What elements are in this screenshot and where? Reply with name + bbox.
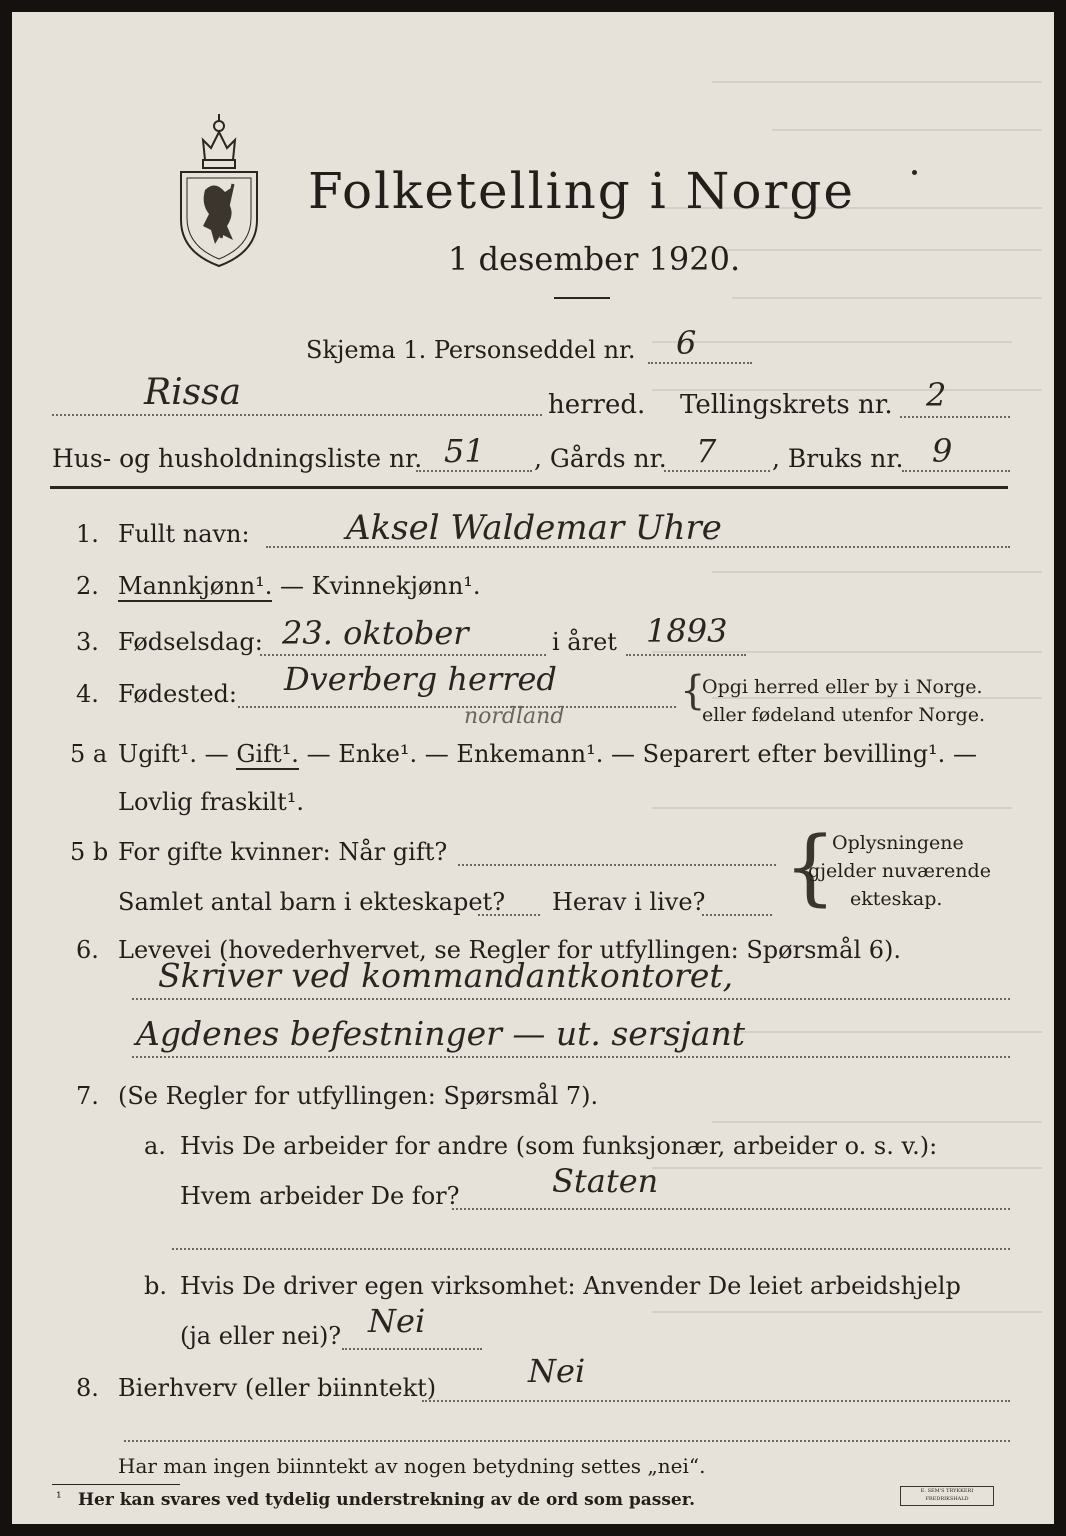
- q7b-yesno-label: (ja eller nei)?: [180, 1322, 342, 1350]
- q7-label: (Se Regler for utfyllingen: Spørsmål 7).: [118, 1082, 599, 1110]
- header-divider: [50, 486, 1008, 489]
- husliste-line[interactable]: [416, 470, 532, 472]
- q5a-number: 5 a: [70, 740, 108, 768]
- herred-value[interactable]: Rissa: [144, 372, 242, 413]
- q4-birthplace[interactable]: Dverberg herred: [284, 660, 557, 698]
- q6-line1[interactable]: [132, 998, 1010, 1000]
- q2-options: [118, 572, 481, 600]
- schema-label: Skjema 1. Personseddel nr.: [306, 336, 636, 364]
- q5b-label-married: For gifte kvinner: Når gift?: [118, 838, 448, 866]
- q8-value[interactable]: Nei: [528, 1352, 586, 1390]
- q5b-label-children: Samlet antal barn i ekteskapet?: [118, 888, 506, 916]
- q4-brace: {: [680, 668, 706, 714]
- schema-nr-line[interactable]: [648, 362, 752, 364]
- q8-line[interactable]: [422, 1400, 1010, 1402]
- herred-label: herred.: [548, 390, 646, 420]
- q5b-note-line3: ekteskap.: [850, 888, 943, 910]
- census-form-page: [12, 12, 1054, 1524]
- q8-extra-line[interactable]: [124, 1440, 1010, 1442]
- q7a-extra-line[interactable]: [172, 1248, 1010, 1250]
- q3-label: Fødselsdag:: [118, 628, 263, 656]
- q7b-question: Hvis De driver egen virksomhet: Anvender De leiet arbeidshjelp: [180, 1272, 961, 1300]
- q5a-options: [118, 740, 977, 768]
- gards-value[interactable]: 7: [696, 432, 717, 470]
- gards-label: , Gårds nr.: [534, 444, 667, 473]
- q5a-gift-option[interactable]: Gift¹.: [236, 740, 299, 768]
- q3-year-line[interactable]: [626, 654, 746, 656]
- q5b-children-line[interactable]: [478, 914, 540, 916]
- q5a-separator: —: [197, 740, 237, 768]
- q4-birthplace-addition[interactable]: nordland: [464, 704, 565, 729]
- q7a-employer-label: Hvem arbeider De for?: [180, 1182, 460, 1210]
- form-title: Folketelling i Norge: [308, 162, 855, 220]
- q6-line2[interactable]: [132, 1056, 1010, 1058]
- footer-note: Har man ingen biinntekt av nogen betydning settes „nei“.: [118, 1454, 706, 1478]
- footnote-text: Her kan svares ved tydelig understrekning av de ord som passer.: [78, 1490, 696, 1510]
- herred-line[interactable]: [52, 414, 542, 416]
- q2-female-option[interactable]: Kvinnekjønn¹.: [311, 572, 481, 600]
- q6-occupation-line1[interactable]: Skriver ved kommandantkontoret,: [158, 956, 734, 995]
- q3-birthdate[interactable]: 23. oktober: [282, 614, 469, 652]
- q4-note-line1: Opgi herred eller by i Norge.: [702, 676, 983, 698]
- q1-full-name[interactable]: Aksel Waldemar Uhre: [346, 508, 722, 548]
- husliste-label: Hus- og husholdningsliste nr.: [52, 444, 423, 473]
- q6-number: 6.: [76, 936, 99, 964]
- bruks-line[interactable]: [902, 470, 1010, 472]
- printer-mark: E. SEM'S TRYKKERI FREDRIKSHALD: [900, 1486, 994, 1506]
- q7b-yesno-line[interactable]: [342, 1348, 482, 1350]
- ink-speck: [912, 170, 917, 175]
- gards-line[interactable]: [664, 470, 770, 472]
- coat-of-arms-icon: [175, 110, 263, 270]
- q5a-fraskilt-option[interactable]: Lovlig fraskilt¹.: [118, 788, 305, 816]
- schema-nr-value[interactable]: 6: [676, 324, 697, 362]
- q2-male-option[interactable]: Mannkjønn¹.: [118, 572, 273, 600]
- q7b-yesno-value[interactable]: Nei: [368, 1302, 426, 1340]
- q5b-note-line2: gjelder nuværende: [808, 860, 991, 882]
- q2-separator: —: [272, 572, 312, 600]
- q7b-letter: b.: [144, 1272, 167, 1300]
- bruks-label: , Bruks nr.: [772, 444, 904, 473]
- tellingskrets-label: Tellingskrets nr.: [680, 390, 893, 420]
- q4-number: 4.: [76, 680, 99, 708]
- q4-label: Fødested:: [118, 680, 237, 708]
- q5b-married-line[interactable]: [458, 864, 776, 866]
- footnote-mark: ¹: [56, 1490, 62, 1506]
- q5a-other-options[interactable]: — Enke¹. — Enkemann¹. — Separert efter bevilling¹. —: [298, 740, 977, 768]
- bruks-value[interactable]: 9: [932, 432, 953, 470]
- q7a-employer-line[interactable]: [452, 1208, 1010, 1210]
- tellingskrets-value[interactable]: 2: [926, 376, 947, 414]
- q4-line[interactable]: [238, 706, 676, 708]
- q8-number: 8.: [76, 1374, 99, 1402]
- q5b-note-line1: Oplysningene: [832, 832, 964, 854]
- q1-number: 1.: [76, 520, 99, 548]
- q3-year-label: i året: [552, 628, 617, 656]
- footnote-divider: [52, 1484, 180, 1485]
- title-divider: [554, 297, 610, 299]
- q1-label: Fullt navn:: [118, 520, 250, 548]
- q4-note-line2: eller fødeland utenfor Norge.: [702, 704, 986, 726]
- q5b-brace: {: [784, 820, 837, 915]
- q6-occupation-line2[interactable]: Agdenes befestninger — ut. sersjant: [136, 1014, 745, 1053]
- q3-number: 3.: [76, 628, 99, 656]
- q3-date-line[interactable]: [260, 654, 546, 656]
- q5b-alive-line[interactable]: [702, 914, 772, 916]
- q7a-letter: a.: [144, 1132, 166, 1160]
- q5b-label-alive: Herav i live?: [552, 888, 706, 916]
- form-date: 1 desember 1920.: [448, 240, 741, 278]
- q7-number: 7.: [76, 1082, 99, 1110]
- q5b-number: 5 b: [70, 838, 109, 866]
- q8-label: Bierhverv (eller biinntekt): [118, 1374, 437, 1402]
- q7a-question: Hvis De arbeider for andre (som funksjonær, arbeider o. s. v.):: [180, 1132, 938, 1160]
- q5a-ugift-option[interactable]: Ugift¹.: [118, 740, 198, 768]
- q3-birth-year[interactable]: 1893: [646, 612, 728, 650]
- husliste-value[interactable]: 51: [444, 432, 485, 470]
- q2-number: 2.: [76, 572, 99, 600]
- q7a-employer-value[interactable]: Staten: [552, 1162, 659, 1200]
- tellingskrets-line[interactable]: [900, 416, 1010, 418]
- q6-label: Levevei (hovederhvervet, se Regler for utfyllingen: Spørsmål 6).: [118, 936, 902, 964]
